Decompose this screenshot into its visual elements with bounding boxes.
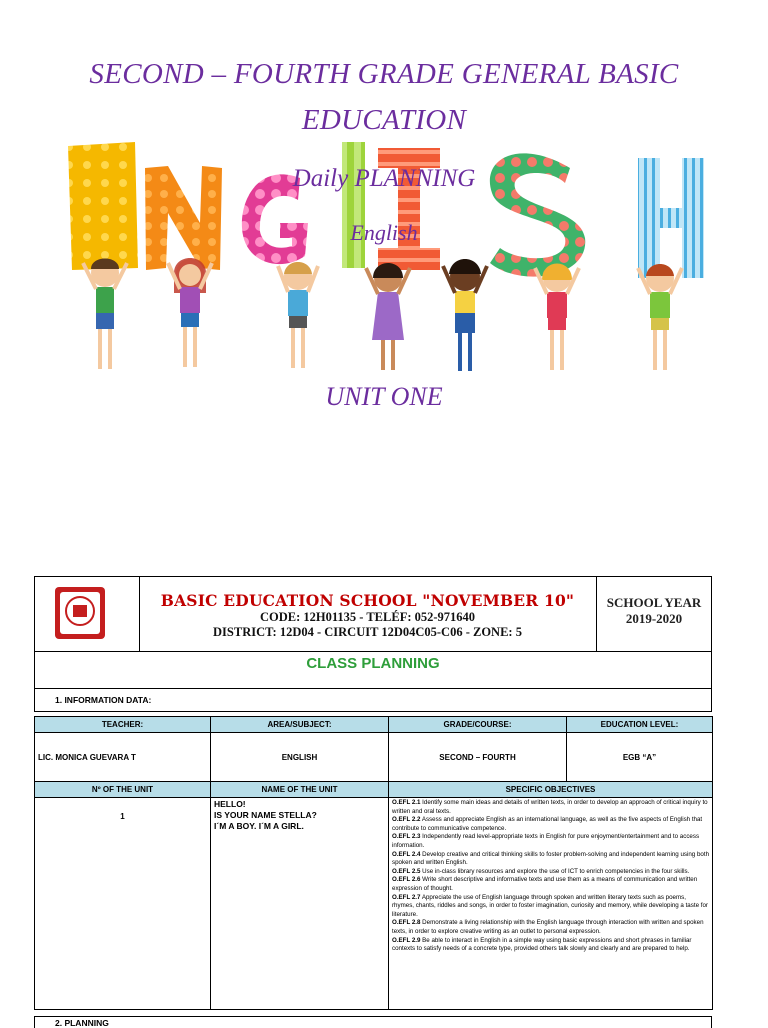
value-area: ENGLISH — [211, 733, 389, 782]
kids-group — [83, 258, 682, 371]
table-header-row — [35, 717, 713, 733]
school-year-cell — [596, 577, 712, 651]
unit-row — [35, 798, 713, 1010]
school-code: CODE: 12H01135 - TELÉF: 052-971640 — [259, 610, 476, 624]
section-information-data: 1. INFORMATION DATA: — [55, 695, 152, 705]
cover-title-line2: EDUCATION — [301, 104, 467, 136]
unit-number: 1 — [35, 798, 211, 1010]
cover-subject: English — [350, 220, 418, 245]
header-unit-number: Nº OF THE UNIT — [35, 782, 211, 798]
class-planning-row — [35, 651, 711, 689]
information-data-row — [35, 688, 711, 712]
objective-item: O.EFL 2.1 Identify some main ideas and details of written texts, in order to develop an approach of critical inquiry to written and oral texts. — [392, 799, 708, 815]
header-area: AREA/SUBJECT: — [211, 717, 389, 733]
cover-unit: UNIT ONE — [325, 382, 443, 411]
school-year-value: 2019-2020 — [625, 611, 683, 626]
objective-item: O.EFL 2.8 Demonstrate a living relationship with the English language through interaction with written and spoken texts, in order to explore creative writing as an outlet to personal expression. — [392, 919, 704, 935]
school-info-cell — [139, 577, 597, 651]
school-header-box — [34, 576, 712, 712]
objective-item: O.EFL 2.4 Develop creative and critical thinking skills to foster problem-solving and independent learning using both spoken and written English. — [392, 850, 710, 867]
unit-name-1: HELLO! — [214, 799, 246, 809]
objective-item: O.EFL 2.7 Appreciate the use of English language through spoken and written literary texts such as poems, rhymes, chants, riddles and songs, in order to foster imagination, curiosity and memory, while developing a taste for literature. — [392, 893, 708, 918]
school-logo-cell — [35, 577, 140, 651]
value-teacher: LIC. MONICA GUEVARA T — [35, 733, 211, 782]
class-planning-title: CLASS PLANNING — [306, 655, 440, 672]
school-district: DISTRICT: 12D04 - CIRCUIT 12D04C05-C06 - ZONE: 5 — [213, 625, 522, 639]
cover-subtitle: Daily PLANNING — [292, 165, 476, 192]
planning-section-row — [34, 1016, 712, 1028]
school-crest-icon — [35, 577, 139, 651]
planning-table — [34, 716, 713, 1010]
value-level: EGB “A” — [567, 733, 713, 782]
header-level: EDUCATION LEVEL: — [567, 717, 713, 733]
header-grade: GRADE/COURSE: — [389, 717, 567, 733]
header-unit-name: NAME OF THE UNIT — [211, 782, 389, 798]
unit-name-3: I´M A BOY. I´M A GIRL. — [214, 821, 304, 831]
unit-header-row — [35, 782, 713, 798]
header-teacher: TEACHER: — [35, 717, 211, 733]
objective-item: O.EFL 2.5 Use in-class library resources and explore the use of ICT to enrich competencies in the four skills. — [392, 867, 690, 875]
cover-title-line1: SECOND – FOURTH GRADE GENERAL BASIC — [89, 58, 679, 90]
section-planning: 2. PLANNING — [55, 1018, 109, 1028]
objectives-cell — [389, 798, 713, 1010]
school-name: BASIC EDUCATION SCHOOL "NOVEMBER 10" — [160, 591, 575, 610]
objective-item: O.EFL 2.2 Assess and appreciate English as an international language, as well as the five aspects of English that contribute to communicative competence. — [392, 816, 703, 832]
objective-item: O.EFL 2.9 Be able to interact in English in a simple way using basic expressions and short phrases in familiar contexts to satisfy needs of a concrete type, provided others talk slowly and clearly and are prepared to help. — [392, 936, 692, 953]
value-grade: SECOND – FOURTH — [389, 733, 567, 782]
table-row — [35, 733, 713, 782]
objective-item: O.EFL 2.3 Independently read level-appropriate texts in English for pure enjoyment/entertainment and to access information. — [392, 833, 700, 849]
objective-item: O.EFL 2.6 Write short descriptive and informative texts and use them as a means of communication and written expression of thought. — [392, 876, 698, 892]
school-year-label: SCHOOL YEAR — [606, 595, 702, 610]
header-objectives: SPECIFIC OBJECTIVES — [389, 782, 713, 798]
unit-names-cell — [211, 798, 389, 1010]
unit-name-2: IS YOUR NAME STELLA? — [214, 810, 317, 820]
